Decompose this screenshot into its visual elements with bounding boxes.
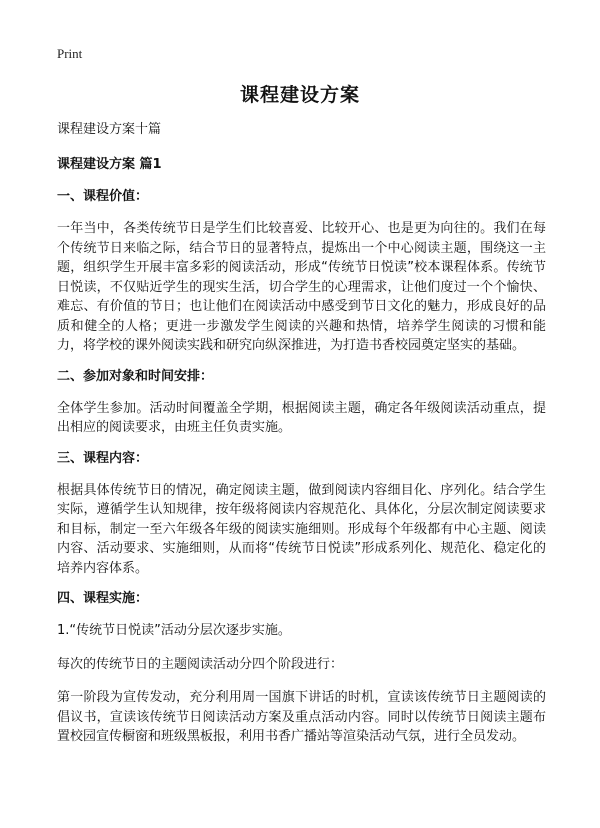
section-heading-content: 三、课程内容： — [57, 450, 149, 466]
section-text-value: 一年当中，各类传统节日是学生们比较喜爱、比较开心、也是更为向往的。我们在每个传统节日来临之际，结合节日的显著特点，提炼出一个中心阅读主题，围绕这一主题，组织学生开展丰富多彩的阅读活动，形成“传统节日悦读”校本课程体系。传统节日悦读，不仅贴近学生的现实生活，切合学生的心理需求，让他们度过一个个愉快、难忘、有价值的节日；也让他们在阅读活动中感受到节日文化的魅力，形成良好的品质和健全的人格；更进一步激发学生阅读的兴趣和热情，培养学生阅读的习惯和能力，将学校的课外阅读实践和研究向纵深推进，为打造书香校园奠定坚实的基础。 — [57, 221, 546, 353]
document-body — [57, 121, 546, 759]
implementation-item-1: 1.“传统节日悦读”活动分层次逐步实施。 — [57, 623, 291, 638]
document-subtitle: 课程建设方案十篇 — [57, 122, 162, 137]
section-text-participants: 全体学生参加。活动时间覆盖全学期，根据阅读主题，确定各年级阅读活动重点，提出相应的阅读要求，由班主任负责实施。 — [57, 400, 546, 435]
section-heading-implementation: 四、课程实施： — [57, 591, 149, 606]
print-link[interactable]: Print — [57, 46, 83, 61]
section-heading-value: 一、课程价值： — [57, 189, 149, 204]
implementation-item-3: 第一阶段为宣传发动，充分利用周一国旗下讲话的时机，宣读该传统节日主题阅读的倡议书，宣读该传统节日阅读活动方案及重点活动内容。同时以传统节日阅读主题布置校园宣传橱窗和班级黑板报，利用书香广播站等渲染活动气氛，进行全员发动。 — [57, 690, 546, 744]
section-text-content: 根据具体传统节日的情况，确定阅读主题，做到阅读内容细目化、序列化。结合学生实际，遵循学生认知规律，按年级将阅读内容规范化、具体化，分层次制定阅读要求和目标，制定一至六年级各年级的阅读实施细则。形成每个年级都有中心主题、阅读内容、活动要求、实施细则，从而将“传统节日悦读”形成系列化、规范化、稳定化的培养内容体系。 — [57, 482, 546, 576]
implementation-item-2: 每次的传统节日的主题阅读活动分四个阶段进行： — [57, 656, 344, 672]
page-title: 课程建设方案 — [239, 84, 360, 106]
section-heading-participants: 二、参加对象和时间安排： — [57, 368, 214, 384]
article-heading: 课程建设方案 篇1 — [57, 157, 162, 172]
